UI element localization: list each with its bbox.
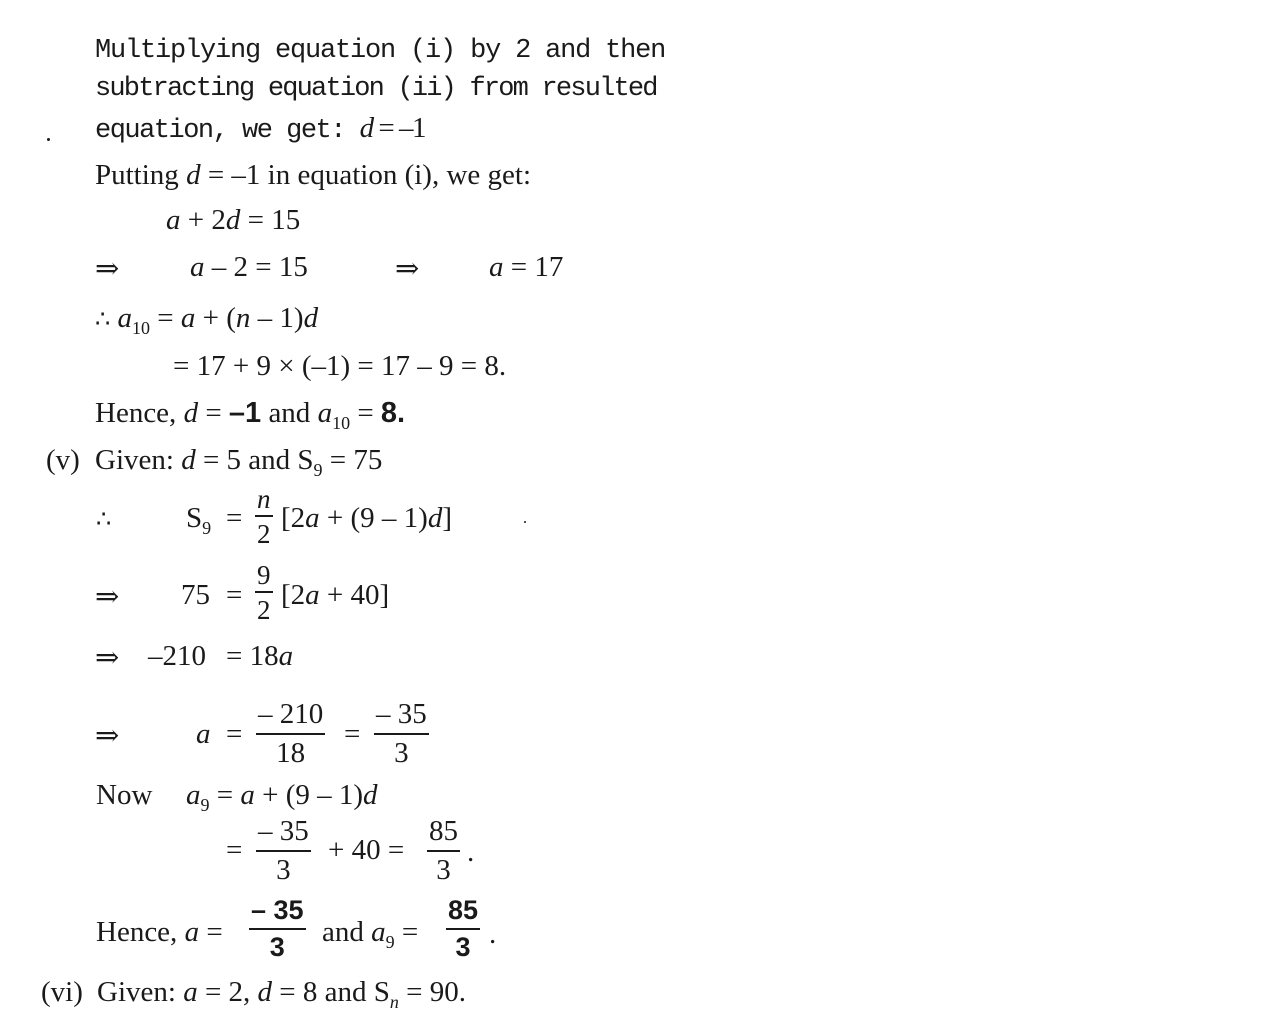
text: ⇒ (95, 642, 120, 674)
result-fraction (249, 897, 306, 961)
variable-a: a (489, 251, 504, 283)
variable-a: a (240, 779, 255, 811)
stray-dot (47, 138, 50, 141)
fraction (256, 817, 311, 885)
therefore-symbol: ∴ (95, 307, 111, 333)
text: + 40] (319, 579, 390, 611)
equals-sign (344, 720, 360, 749)
equation-line (95, 302, 319, 338)
denominator: 3 (394, 737, 409, 769)
text: + 40 = (328, 834, 405, 866)
fraction (255, 562, 273, 624)
numerator: n (255, 486, 273, 517)
text: = 17 (503, 251, 564, 283)
text: ⇒ (95, 720, 120, 752)
result-value: 8. (380, 397, 406, 429)
result-line (322, 916, 419, 952)
text: = (198, 397, 229, 429)
variable-a: a (183, 976, 198, 1008)
text: + (9 – 1) (319, 502, 428, 534)
variable-a: a (190, 251, 205, 283)
subscript: 10 (332, 413, 351, 433)
variable-d: d (363, 779, 378, 811)
numerator: 85 (446, 897, 480, 930)
text: = (209, 779, 241, 811)
denominator: 2 (257, 595, 271, 625)
variable-a: a (180, 302, 196, 334)
subscript: 9 (200, 795, 210, 815)
denominator: 2 (257, 519, 271, 549)
text: = 18 (226, 640, 279, 672)
equation-line (489, 253, 563, 282)
numerator: 9 (255, 562, 273, 593)
text: Given: (97, 976, 184, 1008)
text: = –1 (372, 112, 426, 144)
text: ⇒ (395, 253, 420, 285)
variable-a: a (117, 302, 133, 334)
numerator: – 35 (374, 700, 429, 735)
equals-sign (226, 581, 242, 610)
text: . (467, 836, 475, 868)
text: Given: (95, 444, 182, 476)
text: ⇒ (95, 581, 120, 613)
text: Putting (95, 159, 187, 191)
period (489, 920, 496, 949)
text-line (95, 38, 665, 65)
denominator: 18 (276, 737, 306, 769)
equation-line (281, 504, 452, 533)
equation-line (166, 206, 300, 235)
text: = (350, 397, 381, 429)
implies-symbol (95, 255, 119, 284)
text-line (95, 444, 383, 480)
therefore-symbol (96, 508, 111, 532)
variable-a: a (317, 397, 333, 429)
equals-sign (226, 836, 242, 865)
variable-a: a (371, 916, 386, 948)
text: = 90. (398, 976, 467, 1008)
variable-a: a (196, 718, 211, 750)
text: equation, we get: (95, 116, 360, 146)
text-line (95, 76, 657, 103)
text-line (97, 976, 467, 1012)
text: (vi) (41, 976, 83, 1008)
text: + (9 – 1) (254, 779, 364, 811)
result-line (96, 918, 223, 947)
text: – 2 = 15 (204, 251, 308, 283)
fraction (255, 486, 273, 548)
subscript: 9 (313, 460, 323, 480)
equation-line (173, 352, 506, 381)
text: = (394, 916, 419, 948)
subscript: 9 (202, 518, 212, 538)
subscript: 9 (385, 932, 395, 952)
numerator: – 35 (249, 897, 306, 930)
variable-a: a (305, 579, 320, 611)
text: 75 (181, 579, 210, 611)
variable-d: d (427, 502, 443, 534)
text: subtracting equation (ii) from resulted (95, 74, 657, 104)
numerator: – 210 (256, 700, 325, 735)
text: + 2 (180, 204, 226, 236)
equation-line (196, 720, 211, 749)
text: ] (442, 502, 453, 534)
text: = 5 and S (195, 444, 314, 476)
part-label (41, 978, 83, 1007)
variable-n: n (235, 302, 251, 334)
variable-a: a (278, 640, 294, 672)
denominator: 3 (269, 932, 285, 962)
text: = 8 and S (272, 976, 390, 1008)
period (467, 838, 474, 867)
variable-d: d (359, 112, 373, 144)
denominator: 3 (455, 932, 471, 962)
text: = (226, 834, 243, 866)
text-line (96, 781, 152, 810)
result-line (95, 397, 406, 433)
equation-line (328, 836, 404, 865)
part-label (46, 446, 80, 475)
variable-a: a (305, 502, 320, 534)
stray-dot (524, 521, 526, 523)
text: = (150, 302, 181, 334)
numerator: 85 (427, 817, 460, 852)
implies-symbol (95, 583, 119, 612)
text: = (344, 718, 361, 750)
text: = (226, 718, 243, 750)
equation-line (148, 642, 206, 671)
fraction (374, 700, 429, 768)
variable-a: a (186, 779, 201, 811)
variable-d: d (257, 976, 273, 1008)
variable-d: d (181, 444, 196, 476)
denominator: 3 (436, 854, 451, 886)
implies-symbol (395, 255, 419, 284)
text: = 2, (197, 976, 258, 1008)
equation-line (190, 253, 308, 282)
variable-d: d (186, 159, 201, 191)
equation-line (186, 779, 378, 815)
text: (v) (46, 444, 80, 476)
variable-d: d (225, 204, 241, 236)
variable-a: a (166, 204, 181, 236)
equation-line (226, 642, 293, 671)
text: [2 (281, 579, 306, 611)
text: –210 (148, 640, 206, 672)
equation-line (186, 502, 212, 538)
implies-symbol (95, 722, 119, 751)
text: [2 (281, 502, 306, 534)
text-line (95, 161, 531, 190)
variable-d: d (303, 302, 319, 334)
equation-line (281, 581, 389, 610)
text: ∴ (96, 507, 112, 533)
text: Multiplying equation (i) by 2 and then (95, 36, 666, 66)
result-value: –1 (228, 397, 262, 429)
text: ⇒ (95, 253, 120, 285)
fraction (256, 700, 325, 768)
implies-symbol (95, 644, 119, 673)
text: = 75 (322, 444, 383, 476)
text: Now (96, 779, 153, 811)
text: = –1 in equation (i), we get: (200, 159, 532, 191)
text: + ( (195, 302, 236, 334)
subscript: n (389, 992, 399, 1012)
fraction (427, 817, 460, 885)
text: = (226, 579, 243, 611)
text: and (322, 916, 372, 948)
equals-sign (226, 720, 242, 749)
numerator: – 35 (256, 817, 311, 852)
text: = (199, 916, 223, 948)
equation-line (181, 581, 210, 610)
equals-sign (226, 504, 242, 533)
text: Hence, (95, 397, 184, 429)
variable-a: a (184, 916, 200, 948)
text: and (261, 397, 318, 429)
text: = 15 (240, 204, 301, 236)
text: – 1) (250, 302, 304, 334)
subscript: 10 (132, 318, 151, 338)
text: = (226, 502, 243, 534)
text: S (186, 502, 203, 534)
text: = 17 + 9 × (–1) = 17 – 9 = 8. (173, 350, 507, 382)
variable-d: d (183, 397, 199, 429)
denominator: 3 (276, 854, 291, 886)
text: Hence, (96, 916, 185, 948)
text-line (95, 114, 425, 145)
result-fraction (446, 897, 480, 961)
text: . (489, 918, 497, 950)
